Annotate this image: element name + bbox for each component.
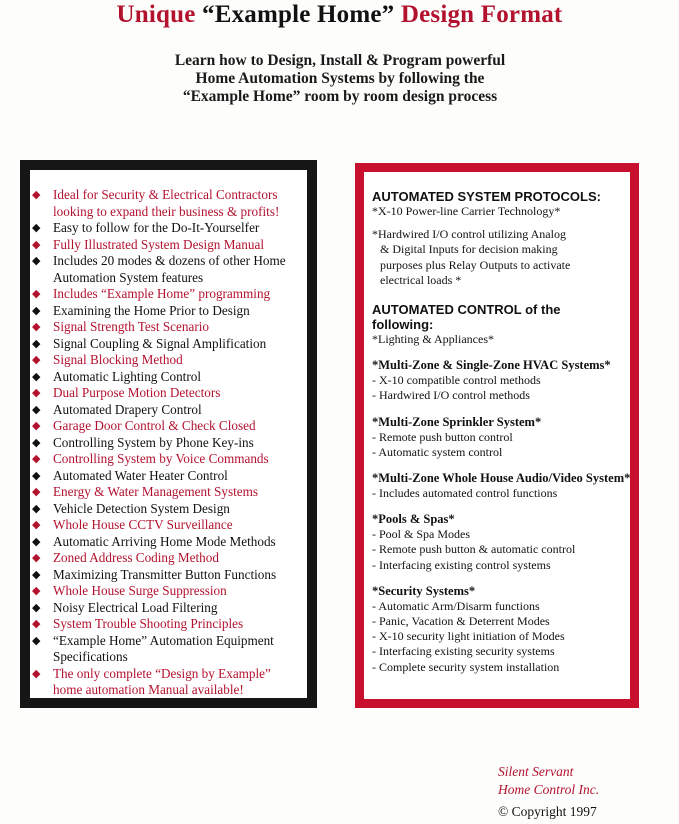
title-example-home: “Example Home”: [202, 1, 395, 28]
feature-item: [30, 418, 307, 435]
diamond-bullet-icon: ◆: [32, 255, 41, 267]
feature-text: Automatic Arriving Home Mode Methods: [53, 533, 276, 549]
diamond-bullet-icon: ◆: [32, 222, 41, 234]
diamond-bullet-icon: ◆: [32, 387, 41, 399]
feature-text: Whole House CCTV Surveillance: [53, 517, 233, 532]
feature-item: [30, 517, 307, 534]
subtitle: [120, 52, 560, 106]
feature-item: [30, 600, 307, 617]
section-pools-heading: *Pools & Spas*: [372, 512, 455, 527]
feature-item: [30, 385, 307, 402]
feature-text: Fully Illustrated System Design Manual: [53, 236, 264, 252]
publisher-footer: [498, 763, 658, 821]
feature-text: Whole House Surge Suppression: [53, 583, 227, 598]
feature-text: “Example Home” Automation Equipment Specifications: [53, 632, 274, 664]
feature-item: [30, 303, 307, 320]
company-name-line: Home Control Inc.: [498, 782, 600, 797]
feature-item: [30, 567, 307, 584]
section-item: - Hardwired I/O control methods: [372, 388, 530, 403]
title-design-format: Design Format: [400, 1, 563, 28]
diamond-bullet-icon: ◆: [32, 321, 41, 333]
features-panel: [20, 160, 317, 708]
feature-item: [30, 253, 307, 286]
diamond-bullet-icon: ◆: [32, 486, 41, 498]
feature-item: [30, 666, 307, 699]
feature-item: [30, 451, 307, 468]
feature-text: Garage Door Control & Check Closed: [53, 418, 256, 433]
diamond-bullet-icon: ◆: [32, 585, 41, 597]
protocol-hardwired-line: electrical loads *: [380, 272, 462, 287]
subtitle-line: Learn how to Design, Install & Program powerful: [174, 52, 506, 69]
feature-text: Automated Water Heater Control: [53, 467, 228, 483]
protocol-hardwired-line: & Digital Inputs for decision making: [380, 242, 558, 257]
section-item: - Automatic Arm/Disarm functions: [372, 598, 540, 613]
diamond-bullet-icon: ◆: [32, 667, 41, 680]
feature-text: Zoned Address Coding Method: [53, 550, 219, 565]
automation-panel: [355, 163, 639, 708]
diamond-bullet-icon: ◆: [32, 601, 41, 614]
feature-item: [30, 501, 307, 518]
feature-text: Vehicle Detection System Design: [53, 500, 230, 516]
section-audio-video-heading: *Multi-Zone Whole House Audio/Video System*: [372, 471, 631, 486]
feature-text: Maximizing Transmitter Button Functions: [53, 566, 277, 582]
diamond-bullet-icon: ◆: [32, 519, 41, 531]
feature-item: [30, 484, 307, 501]
feature-item: [30, 583, 307, 600]
page-title: [0, 0, 679, 30]
feature-text: Automatic Lighting Control: [53, 368, 201, 384]
feature-item: [30, 402, 307, 419]
protocol-hardwired-line: purposes plus Relay Outputs to activate: [380, 257, 571, 272]
feature-item: [30, 187, 307, 220]
section-item: - X-10 compatible control methods: [372, 373, 541, 388]
diamond-bullet-icon: ◆: [32, 634, 41, 647]
feature-text: System Trouble Shooting Principles: [53, 616, 244, 631]
feature-text: Signal Strength Test Scenario: [53, 319, 209, 334]
diamond-bullet-icon: ◆: [32, 370, 41, 383]
subtitle-line: “Example Home” room by room design process: [182, 88, 498, 105]
feature-text: Noisy Electrical Load Filtering: [53, 599, 218, 615]
section-security-heading: *Security Systems*: [372, 583, 476, 598]
diamond-bullet-icon: ◆: [32, 304, 41, 317]
control-heading: AUTOMATED CONTROL of the following:: [372, 302, 561, 333]
protocols-heading: AUTOMATED SYSTEM PROTOCOLS:: [372, 189, 601, 204]
section-item: - Automatic system control: [372, 444, 503, 459]
section-item: - Complete security system installation: [372, 659, 560, 674]
feature-item: [30, 616, 307, 633]
feature-item: [30, 319, 307, 336]
diamond-bullet-icon: ◆: [32, 420, 41, 432]
section-item: - X-10 security light initiation of Modes: [372, 629, 565, 644]
feature-item: [30, 534, 307, 551]
feature-text: The only complete “Design by Example” home automation Manual available!: [53, 665, 271, 697]
diamond-bullet-icon: ◆: [32, 535, 41, 548]
protocol-x10: *X-10 Power-line Carrier Technology*: [372, 204, 561, 218]
section-item: - Includes automated control functions: [372, 486, 558, 501]
feature-item: [30, 336, 307, 353]
diamond-bullet-icon: ◆: [32, 337, 41, 350]
feature-item: [30, 435, 307, 452]
section-item: - Panic, Vacation & Deterrent Modes: [372, 614, 550, 629]
feature-text: Signal Coupling & Signal Amplification: [53, 335, 267, 351]
feature-text: Ideal for Security & Electrical Contractors looking to expand their business & profits!: [53, 187, 280, 219]
diamond-bullet-icon: ◆: [32, 502, 41, 515]
section-sprinkler-heading: *Multi-Zone Sprinkler System*: [372, 414, 542, 429]
feature-text: Controlling System by Phone Key-ins: [53, 434, 254, 450]
feature-item: [30, 352, 307, 369]
feature-text: Dual Purpose Motion Detectors: [53, 385, 221, 400]
copyright: © Copyright 1997: [498, 804, 597, 819]
diamond-bullet-icon: ◆: [32, 288, 41, 300]
diamond-bullet-icon: ◆: [32, 403, 41, 416]
feature-item: [30, 286, 307, 303]
feature-text: Automated Drapery Control: [53, 401, 202, 417]
diamond-bullet-icon: ◆: [32, 568, 41, 581]
control-lighting: *Lighting & Appliances*: [372, 332, 494, 347]
diamond-bullet-icon: ◆: [32, 453, 41, 465]
feature-item: [30, 468, 307, 485]
diamond-bullet-icon: ◆: [32, 469, 41, 482]
feature-text: Signal Blocking Method: [53, 352, 183, 367]
feature-item: [30, 237, 307, 254]
diamond-bullet-icon: ◆: [32, 552, 41, 564]
section-hvac-heading: *Multi-Zone & Single-Zone HVAC Systems*: [372, 358, 611, 373]
protocol-hardwired-line: *Hardwired I/O control utilizing Analog: [372, 227, 566, 242]
section-item: - Interfacing existing control systems: [372, 557, 551, 572]
company-name-line: Silent Servant: [498, 764, 574, 779]
diamond-bullet-icon: ◆: [32, 354, 41, 366]
feature-text: Energy & Water Management Systems: [53, 484, 259, 499]
feature-text: Controlling System by Voice Commands: [53, 451, 269, 466]
section-item: - Interfacing existing security systems: [372, 644, 555, 659]
section-item: - Pool & Spa Modes: [372, 527, 471, 542]
feature-text: Includes 20 modes & dozens of other Home Automation System features: [53, 253, 286, 285]
title-unique: Unique: [116, 1, 196, 28]
diamond-bullet-icon: ◆: [32, 189, 41, 201]
diamond-bullet-icon: ◆: [32, 618, 41, 630]
section-item: - Remote push button control: [372, 429, 513, 444]
feature-item: [30, 220, 307, 237]
feature-item: [30, 369, 307, 386]
diamond-bullet-icon: ◆: [32, 436, 41, 449]
feature-item: [30, 550, 307, 567]
feature-list: [30, 170, 307, 699]
feature-text: Includes “Example Home” programming: [53, 286, 271, 301]
subtitle-line: Home Automation Systems by following the: [195, 70, 485, 87]
feature-text: Easy to follow for the Do-It-Yourselfer: [53, 220, 260, 235]
feature-text: Examining the Home Prior to Design: [53, 302, 250, 318]
diamond-bullet-icon: ◆: [32, 238, 41, 251]
section-item: - Remote push button & automatic control: [372, 542, 576, 557]
feature-item: [30, 633, 307, 666]
